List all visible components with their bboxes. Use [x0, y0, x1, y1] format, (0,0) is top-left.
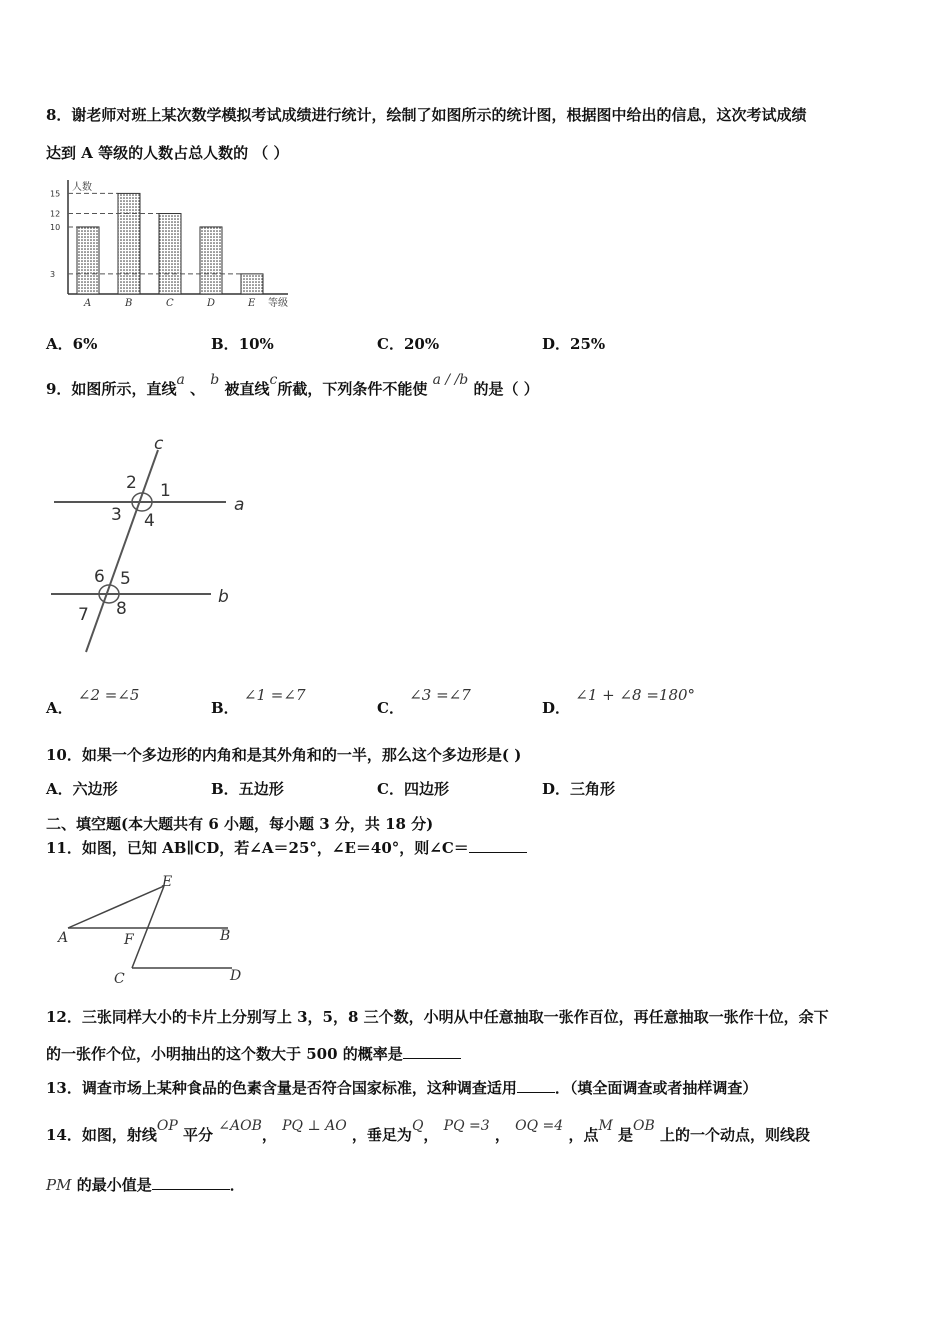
- q11-stem: 11．如图，已知 AB∥CD，若∠A＝25°，∠E＝40°，则∠C＝: [46, 837, 527, 858]
- q9-label-7: 7: [78, 605, 89, 625]
- q10-option-c[interactable]: C．四边形: [377, 780, 449, 798]
- y-tick-10: 10: [50, 222, 61, 232]
- q9-stem: 9．如图所示，直线a 、 b 被直线c所截，下列条件不能使 a / /b 的是（ ）: [46, 372, 539, 398]
- q13-answer-blank[interactable]: [517, 1092, 555, 1093]
- q8-options: [46, 333, 766, 353]
- x-axis-label: 等级: [268, 298, 288, 309]
- q11-label-b: B: [220, 928, 231, 944]
- q9-label-b: b: [218, 587, 229, 607]
- q11-label-d: D: [230, 968, 242, 984]
- q14-line2: PM 的最小值是 ．: [46, 1176, 245, 1194]
- q9-options: [46, 684, 766, 717]
- q9-label-3: 3: [111, 505, 122, 525]
- q11-label-c: C: [114, 971, 125, 987]
- q10-stem: 10．如果一个多边形的内角和是其外角和的一半，那么这个多边形是( ): [46, 746, 522, 764]
- q10-option-b[interactable]: B．五边形: [211, 780, 284, 798]
- q11-label-e: E: [162, 874, 173, 890]
- q9-label-5: 5: [120, 569, 131, 589]
- q11-figure: [56, 872, 256, 988]
- q9-label-c: c: [154, 434, 164, 454]
- q8-bar-chart: [48, 176, 308, 311]
- bar-D: [200, 227, 222, 294]
- y-tick-12: 12: [50, 209, 61, 219]
- q9-option-a[interactable]: A． ∠2 =∠5: [46, 686, 140, 717]
- q9-label-a: a: [234, 495, 245, 515]
- q9-option-b[interactable]: B． ∠1 =∠7: [211, 686, 306, 717]
- q9-label-4: 4: [144, 511, 155, 531]
- q11-label-a: A: [58, 930, 69, 946]
- y-tick-15: 15: [50, 189, 61, 199]
- q11-answer-blank[interactable]: [469, 852, 527, 853]
- q8-option-c[interactable]: C．20%: [377, 335, 440, 353]
- q9-option-d[interactable]: D． ∠1 + ∠8 =180°: [542, 686, 696, 717]
- q9-label-8: 8: [116, 599, 127, 619]
- q13-stem: 13．调查市场上某种食品的色素含量是否符合国家标准，这种调查适用 ．（填全面调查或者抽样调查）: [46, 1079, 758, 1097]
- x-tick-C: C: [166, 298, 174, 309]
- q8-line2: 达到 A 等级的人数占总人数的 （ ）: [46, 144, 289, 162]
- q9-option-c[interactable]: C． ∠3 =∠7: [377, 686, 471, 717]
- bar-C: [159, 214, 181, 294]
- q8-option-a[interactable]: A．6%: [46, 335, 98, 353]
- bar-E: [241, 274, 263, 294]
- q8-option-b[interactable]: B．10%: [211, 335, 274, 353]
- q12-answer-blank[interactable]: [403, 1058, 461, 1059]
- q12-line2: 的一张作个位，小明抽出的这个数大于 500 的概率是: [46, 1043, 461, 1064]
- q14-answer-blank[interactable]: [152, 1189, 230, 1190]
- x-tick-B: B: [125, 298, 133, 309]
- q14-line1: 14．如图，射线OP 平分 ∠AOB， PQ ⊥ AO ，垂足为Q， PQ =3 ， OQ =4 ，点M 是OB 上的一个动点，则线段: [46, 1118, 811, 1144]
- x-tick-E: E: [248, 298, 256, 309]
- q8-option-d[interactable]: D．25%: [542, 335, 606, 353]
- bar-A: [77, 227, 99, 294]
- y-tick-3: 3: [50, 269, 56, 279]
- q9-figure: [46, 432, 256, 660]
- section-2-title: 二、填空题(本大题共有 6 小题，每小题 3 分，共 18 分): [46, 815, 434, 833]
- q9-label-1: 1: [160, 481, 171, 501]
- q10-options: [46, 778, 766, 798]
- bar-B: [118, 193, 140, 294]
- q11-label-f: F: [124, 932, 134, 948]
- q12-line1: 12．三张同样大小的卡片上分别写上 3，5，8 三个数，小明从中任意抽取一张作百位，再任意抽取一张作十位，余下: [46, 1008, 829, 1026]
- q10-option-a[interactable]: A．六边形: [46, 780, 118, 798]
- q8-line1: 8．谢老师对班上某次数学模拟考试成绩进行统计，绘制了如图所示的统计图，根据图中给出的信息，这次考试成绩: [46, 106, 807, 124]
- q9-label-2: 2: [126, 473, 137, 493]
- q9-label-6: 6: [94, 567, 105, 587]
- q10-option-d[interactable]: D．三角形: [542, 780, 616, 798]
- x-tick-A: A: [84, 298, 92, 309]
- x-tick-D: D: [207, 298, 216, 309]
- y-axis-label: 人数: [72, 182, 92, 193]
